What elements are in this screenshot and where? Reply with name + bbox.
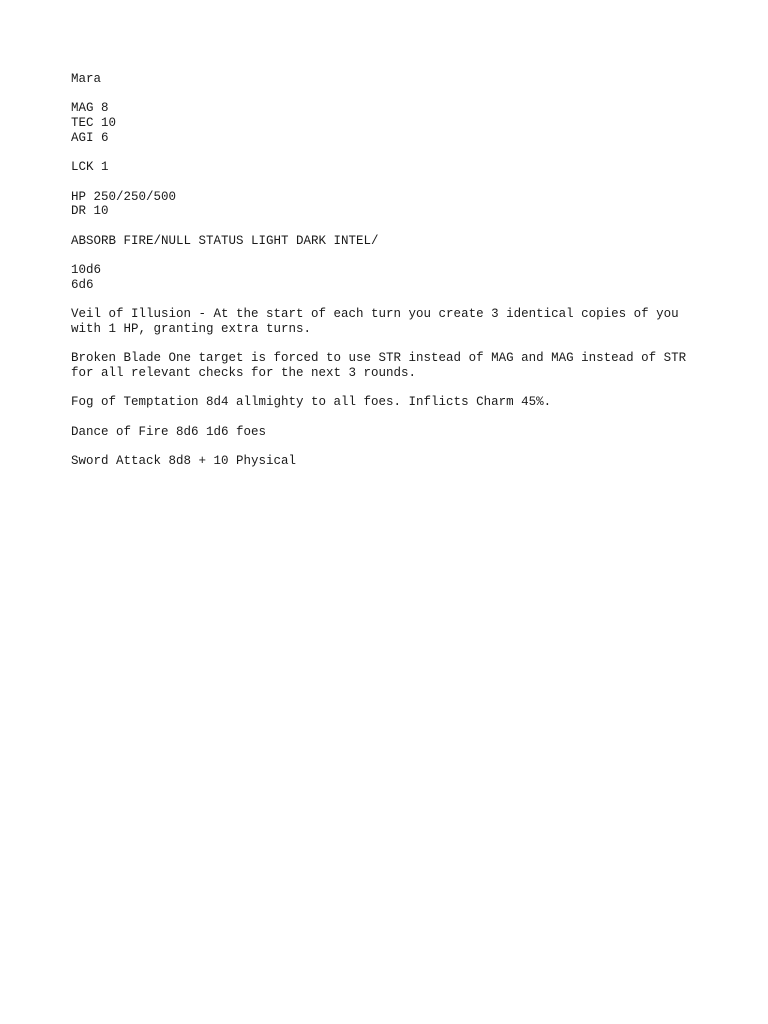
dice-line-1: 10d6 (71, 263, 102, 278)
stat-hp: HP 250/250/500 (71, 189, 177, 204)
character-name-block (71, 72, 701, 87)
core-stats-block (71, 101, 701, 145)
ability-fog-of-temptation: Fog of Temptation 8d4 allmighty to all foes. Inflicts Charm 45%. (71, 395, 552, 410)
affinities-block (71, 234, 701, 249)
ability-dance-of-fire: Dance of Fire 8d6 1d6 foes (71, 424, 267, 439)
character-name: Mara (71, 72, 102, 86)
ability-veil-block (71, 307, 701, 336)
dice-block (71, 263, 701, 292)
ability-broken-blade-block (71, 351, 701, 380)
ability-sword-attack: Sword Attack 8d8 + 10 Physical (71, 454, 297, 469)
ability-dance-block (71, 425, 701, 440)
stat-tec: TEC 10 (71, 116, 117, 131)
luck-block (71, 160, 701, 175)
stat-agi: AGI 6 (71, 130, 109, 145)
affinities-line: ABSORB FIRE/NULL STATUS LIGHT DARK INTEL/ (71, 233, 379, 248)
ability-veil-of-illusion: Veil of Illusion - At the start of each turn you create 3 identical copies of you with 1 HP, granting extra turns. (71, 307, 687, 336)
ability-fog-block (71, 395, 701, 410)
ability-sword-block (71, 454, 701, 469)
vitals-block (71, 190, 701, 219)
ability-broken-blade: Broken Blade One target is forced to use STR instead of MAG and MAG instead of STR for all relevant checks for the next 3 rounds. (71, 351, 694, 380)
dice-line-2: 6d6 (71, 277, 94, 292)
stat-dr: DR 10 (71, 204, 109, 219)
document-page (71, 72, 701, 484)
stat-lck: LCK 1 (71, 160, 109, 175)
stat-mag: MAG 8 (71, 101, 109, 116)
